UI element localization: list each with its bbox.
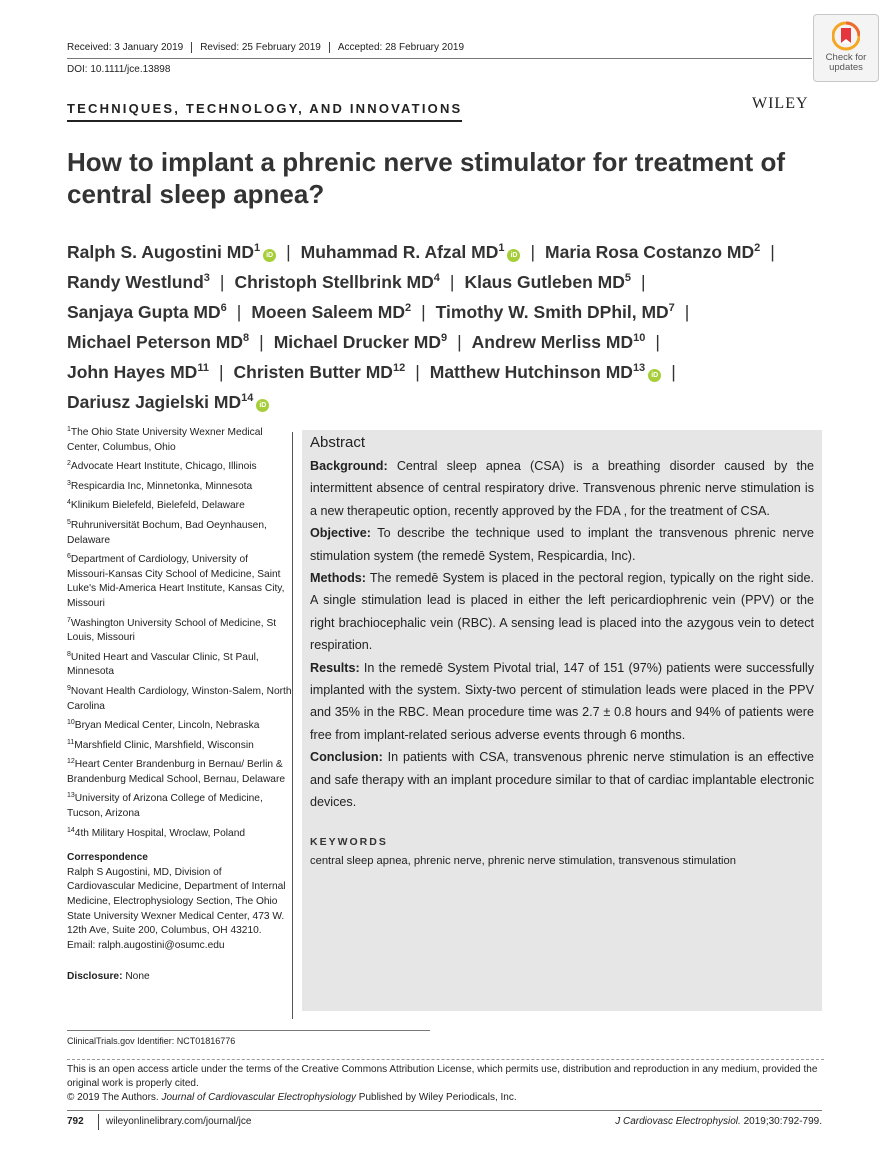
author-list: [67, 237, 827, 417]
license-notice: [67, 1063, 827, 1105]
affiliation: $^{10}$Bryan Medical Center, Lincoln, Nebraska: [67, 719, 260, 732]
page-number: 792: [67, 1116, 84, 1127]
author-separator: |: [259, 332, 264, 352]
trial-identifier: ClinicalTrials.gov Identifier: NCT01816776: [67, 1036, 236, 1046]
author-row: [67, 387, 827, 417]
author-separator: |: [457, 332, 462, 352]
author[interactable]: Sanjaya Gupta $MD^6$: [67, 302, 227, 322]
author-row: [67, 297, 827, 327]
author[interactable]: Moeen Saleem $MD^2$: [251, 302, 412, 322]
affiliation: $^9$Novant Health Cardiology, Winston-Salem, North Carolina: [67, 684, 292, 712]
license-text: This is an open access article under the terms of the Creative Commons Attribution License, which permits use, distribution and reproduction in any medium, provided the original work is properly cited.: [67, 1064, 818, 1089]
orcid-icon[interactable]: iD: [263, 249, 276, 262]
journal-citation: J Cardiovasc Electrophysiol. 2019;30:792-799.: [615, 1116, 822, 1127]
orcid-icon[interactable]: iD: [256, 399, 269, 412]
abstract-heading: Abstract: [310, 434, 366, 451]
abstract-box: [302, 430, 822, 1011]
author-separator: |: [684, 302, 690, 322]
publisher-logo: WILEY: [752, 95, 809, 112]
check-for-updates-button[interactable]: [813, 14, 879, 82]
correspondence-heading: Correspondence: [67, 852, 148, 864]
affiliation: $^{12}$Heart Center Brandenburg in Bernau/ Berlin & Brandenburg Medical School, Bernau, Delaware: [67, 758, 286, 785]
affiliation: $^6$Department of Cardiology, University of Missouri-Kansas City School of Medicine, Saint Luke's Mid-America Heart Institute, Kansas City, Missouri: [67, 553, 285, 609]
author[interactable]: John Hayes MD$^{11}$: [67, 362, 209, 382]
trial-divider: [67, 1030, 430, 1031]
check-for-updates-label: Check for updates: [825, 52, 867, 73]
author[interactable]: Timothy W. Smith DPhil, $MD^7$: [435, 302, 675, 322]
revised-date: Revised: 25 February 2019: [191, 42, 329, 53]
copyright: © 2019 The Authors. Journal of Cardiovascular Electrophysiology Published by Wiley Periodicals, Inc.: [67, 1092, 517, 1103]
page-number-separator: [98, 1114, 99, 1130]
correspondence-address: Ralph S Augostini, MD, Division of Cardiovascular Medicine, Department of Internal Medicine, Electrophysiology Section, The Ohio State University Wexner Medical Center, 473 W. 12th Ave, Suite 200, Columbus, OH 43210.: [67, 866, 286, 937]
author-separator: |: [236, 302, 242, 322]
orcid-icon[interactable]: iD: [648, 369, 661, 382]
accepted-date: Accepted: 28 February 2019: [329, 42, 472, 53]
affiliation: $^{11}$Marshfield Clinic, Marshfield, Wisconsin: [67, 738, 254, 751]
author[interactable]: Michael Peterson $MD^8$: [67, 332, 250, 352]
license-divider: [67, 1059, 824, 1060]
author-separator: |: [421, 302, 426, 322]
author-separator: |: [530, 242, 536, 262]
affiliation: $^{13}$University of Arizona College of Medicine, Tucson, Arizona: [67, 792, 263, 820]
header-divider: [67, 58, 812, 59]
author-separator: |: [219, 272, 225, 292]
affiliation: $^7$Washington University School of Medicine, St Louis, Missouri: [67, 616, 277, 644]
doi-link[interactable]: DOI: 10.1111/jce.13898: [67, 64, 171, 75]
affiliation: $^5$Ruhruniversität Bochum, Bad Oeynhausen, Delaware: [67, 518, 267, 546]
author-separator: |: [655, 332, 660, 352]
author[interactable]: Michael Drucker $MD^9$: [273, 332, 448, 352]
keywords: central sleep apnea, phrenic nerve, phrenic nerve stimulation, transvenous stimulation: [310, 854, 736, 867]
author-separator: |: [415, 362, 420, 382]
author[interactable]: Matthew Hutchinson MD$^{13}$iD: [430, 362, 661, 382]
crossmark-icon: [832, 21, 860, 51]
article-title: How to implant a phrenic nerve stimulator for treatment of central sleep apnea?: [67, 147, 785, 209]
author-separator: |: [641, 272, 646, 292]
author[interactable]: Klaus Gutleben $MD^5$: [464, 272, 631, 292]
author-separator: |: [286, 242, 291, 262]
author-row: [67, 237, 827, 267]
affiliation: $^2$Advocate Heart Institute, Chicago, Illinois: [67, 460, 257, 473]
section-label: TECHNIQUES, TECHNOLOGY, AND INNOVATIONS: [67, 101, 462, 122]
received-date: Received: 3 January 2019: [67, 42, 184, 53]
author[interactable]: Dariusz Jagielski MD$^{14}$iD: [67, 392, 269, 412]
author[interactable]: Christoph Stellbrink $MD^4$: [234, 272, 440, 292]
abstract-conclusion: Conclusion: In patients with CSA, transvenous phrenic nerve stimulation is an effective and safe therapy with an implant procedure similar to that of cardiac implantable electronic devices.: [310, 750, 814, 810]
abstract-objective: Objective: To describe the technique used to implant the transvenous phrenic nerve stimulation system (the remedē System, Respicardia, Inc).: [310, 526, 814, 563]
affiliation: $^8$United Heart and Vascular Clinic, St Paul, Minnesota: [67, 650, 259, 678]
author-row: [67, 267, 827, 297]
affiliation: $^1$The Ohio State University Wexner Medical Center, Columbus, Ohio: [67, 426, 263, 453]
column-divider: [292, 432, 293, 1019]
orcid-icon[interactable]: iD: [507, 249, 520, 262]
author-separator: |: [218, 362, 224, 382]
author[interactable]: Ralph S. Augostini $MD^1iD$: [67, 242, 276, 262]
author-separator: |: [770, 242, 775, 262]
article-dates: [67, 42, 807, 53]
author[interactable]: Andrew Merliss MD$^{10}$: [471, 332, 646, 352]
affiliations-column: [67, 426, 292, 985]
author-separator: |: [449, 272, 455, 292]
abstract-background: Background: Central sleep apnea (CSA) is a breathing disorder caused by the intermittent absence of central respiratory drive. Transvenous phrenic nerve stimulation is a new therapeutic option, recently approved by the FDA , for the treatment of CSA.: [310, 459, 814, 518]
journal-website-link[interactable]: wileyonlinelibrary.com/journal/jce: [106, 1116, 252, 1127]
author-row: [67, 357, 827, 387]
disclosure: Disclosure: None: [67, 971, 150, 983]
author[interactable]: Randy Westlund$^3$: [67, 272, 210, 292]
author-row: [67, 327, 827, 357]
abstract-methods: Methods: The remedē System is placed in the pectoral region, typically on the right side. A single stimulation lead is placed in either the left pericardiophrenic vein (PPV) or the right brachiocephalic vein (RBC). A sensing lead is placed into the azygous vein to detect respiration.: [310, 571, 814, 653]
affiliation: $^{14}$4th Military Hospital, Wroclaw, Poland: [67, 826, 246, 839]
affiliation: $^3$Respicardia Inc, Minnetonka, Minnesota: [67, 479, 253, 492]
affiliation: $^4$Klinikum Bielefeld, Bielefeld, Delaware: [67, 499, 245, 512]
author-separator: |: [671, 362, 676, 382]
author[interactable]: Maria Rosa Costanzo $MD^2$: [545, 242, 761, 262]
author[interactable]: Christen Butter MD$^{12}$: [233, 362, 406, 382]
keywords-heading: KEYWORDS: [310, 835, 388, 848]
author[interactable]: Muhammad R. Afzal $MD^1iD$: [301, 242, 521, 262]
correspondence-email[interactable]: Email: ralph.augostini@osumc.edu: [67, 939, 225, 951]
footer-divider: [67, 1110, 822, 1111]
abstract-results: Results: In the remedē System Pivotal trial, 147 of 151 (97%) patients were successfully implanted with the system. Sixty-two percent of stimulation leads were placed in the PPV and 35% in the RBC. Mean procedure time was 2.7 ± 0.8 hours and 94% of patients were free from implant-related serious adverse events through 6 months.: [310, 660, 814, 742]
